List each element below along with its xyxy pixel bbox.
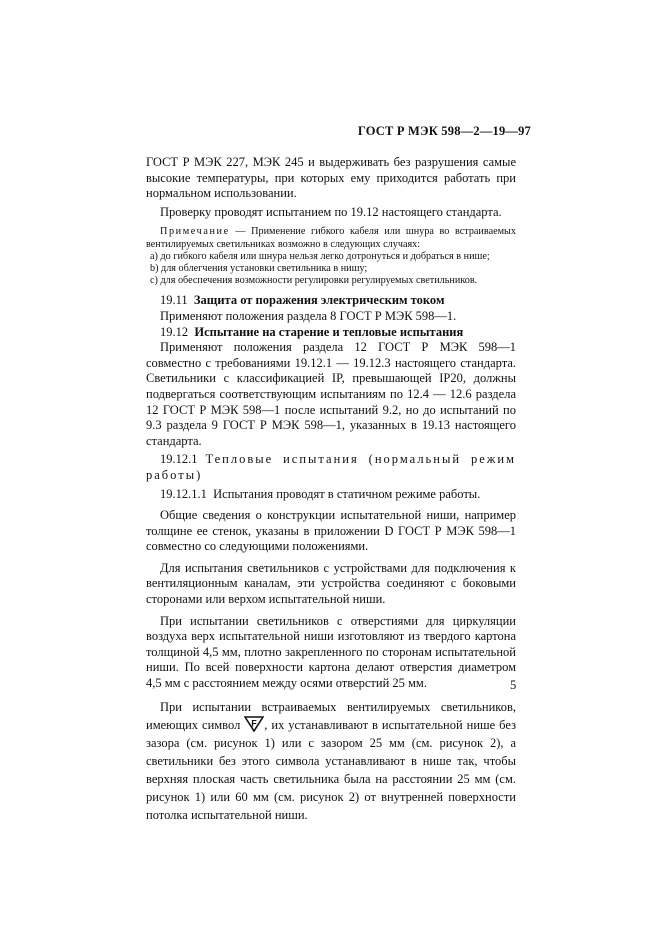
paragraph-air-holes: При испытании светильников с отверстиями для циркуляции воздуха верх испытательной ниши изготовляют из твердого картона толщиной 4,5 мм, плотно закрепленного по сторонам испытательной ниши. По всей поверхности картона делают отверстия диаметром 4,5 мм с расстоянием между осями отверстий 25 мм. (146, 613, 516, 691)
section-text: Испытания проводят в статичном режиме работы. (213, 486, 481, 501)
paragraph-part-1: При испытании встраиваемых вентилируемых светильников, имеющих символ (146, 699, 516, 732)
note-item-a: а) до гибкого кабеля или шнура нельзя легко дотронуться и добраться в нише; (150, 250, 490, 262)
paragraph-cable-requirements: ГОСТ Р МЭК 227, МЭК 245 и выдерживать без разрушения самые высокие температуры, при которых ему приходится работать при нормальном использовании. (146, 155, 516, 201)
section-title-rest: (нормальный режим работы) (146, 452, 516, 482)
section-19-12-heading (146, 325, 516, 341)
note-label: Примечание (160, 226, 230, 238)
marking-letter: F (251, 718, 258, 729)
section-number: 19.11 (160, 293, 188, 308)
note-list (146, 251, 516, 288)
section-19-12-text: Применяют положения раздела 12 ГОСТ Р МЭК 598—1 совместно с требованиями 19.12.1 — 19.12.3 настоящего стандарта. Светильники с классификацией IP, превышающей IP20, должны подвергаться соответствующим испытаниям по 12.4 — 12.6 раздела 12 ГОСТ Р МЭК 598—1 после испытаний 9.2, но до испытаний по 9.3 раздела 9 ГОСТ Р МЭК 598—1, указанных в 19.13 настоящего стандарта. (146, 340, 516, 448)
section-19-11-heading (146, 293, 516, 309)
section-19-12-1-1 (146, 487, 516, 503)
page-content (146, 155, 516, 824)
paragraph-recessed-luminaires (146, 698, 516, 824)
section-title: Тепловые испытания (205, 452, 359, 467)
section-title: Защита от поражения электрическим током (193, 293, 445, 308)
section-19-12-1-heading (146, 452, 516, 483)
note-text: — Применение гибкого кабеля или шнура во встраиваемых вентилируемых светильниках возможно в следующих случаях: (146, 226, 516, 250)
section-number: 19.12 (160, 324, 189, 339)
paragraph-ventilation-ducts: Для испытания светильников с устройствами для подключения к вентиляционным каналам, эти устройства соединяют с боковыми сторонами или верхом испытательной ниши. (146, 560, 516, 607)
note-block (146, 226, 516, 287)
note-item-c: c) для обеспечения возможности регулировки регулируемых светильников. (150, 275, 478, 287)
section-title: Испытание на старение и тепловые испытания (194, 324, 464, 339)
section-19-11-text: Применяют положения раздела 8 ГОСТ Р МЭК 598—1. (160, 308, 457, 323)
note-item-b: b) для облегчения установки светильника в нишу; (150, 262, 368, 274)
page-header: ГОСТ Р МЭК 598—2—19—97 (357, 124, 531, 138)
paragraph-general-info: Общие сведения о конструкции испытательной ниши, например толщине ее стенок, указаны в приложении D ГОСТ Р МЭК 598—1 совместно со следующими положениями. (146, 508, 516, 554)
luminaire-marking-triangle-icon (244, 716, 264, 732)
note-paragraph (146, 226, 516, 250)
section-number: 19.12.1 (160, 452, 198, 467)
paragraph-part-2: , их устанавливают в испытательной нише без зазора (см. рисунок 1) или с зазором 25 мм (см. рисунок 2), а светильники без этого символа устанавливают в нише так, чтобы верхняя плоская часть светильника была на расстоянии 25 мм (см. рисунок 1) или 60 мм (см. рисунок 2) от внутренней поверхности потолка испытательной ниши. (146, 717, 517, 822)
section-number: 19.12.1.1 (160, 486, 207, 501)
page-number: 5 (510, 678, 517, 692)
paragraph-test-reference: Проверку проводят испытанием по 19.12 настоящего стандарта. (160, 204, 502, 219)
